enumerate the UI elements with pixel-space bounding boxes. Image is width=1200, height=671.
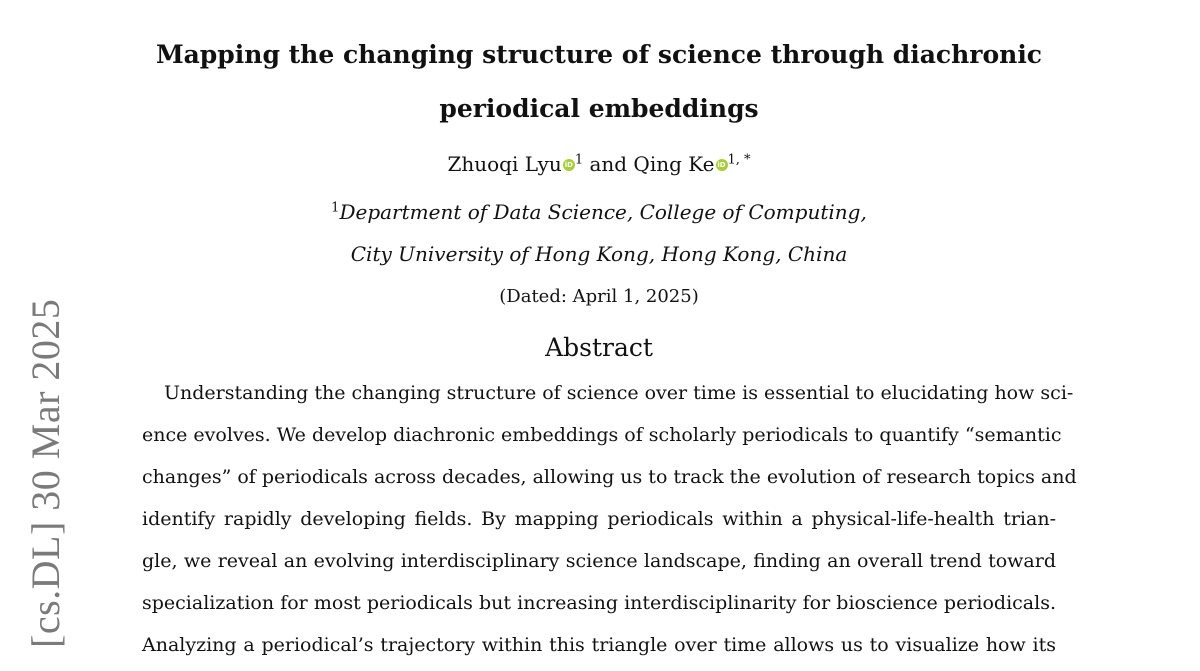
abstract-line: ence evolves. We develop diachronic embeddings of scholarly periodicals to quantify “semantic [142,424,1062,446]
abstract-line: gle, we reveal an evolving interdisciplinary science landscape, finding an overall trend toward [142,550,1056,572]
abstract-line: Analyzing a periodical’s trajectory within this triangle over time allows us to visualize how its [142,634,1056,656]
abstract-line: changes” of periodicals across decades, allowing us to track the evolution of research topics and [142,466,1077,488]
author-list [140,152,1058,176]
paper-title [140,28,1058,136]
author-affiliation-mark: 1, * [727,152,751,168]
affiliation-line-2: City University of Hong Kong, Hong Kong, China [350,242,848,266]
affiliation-text: Department of Data Science, College of Computing, [339,200,867,224]
orcid-icon[interactable]: iD [564,161,573,169]
author-conjunction: and [589,152,628,176]
abstract-body [142,377,1077,671]
paper-title-line-2: periodical embeddings [439,94,759,123]
abstract-line: identify rapidly developing fields. By mapping periodicals within a physical-life-health trian- [142,508,1056,530]
paper-title-line-1: Mapping the changing structure of science through diachronic [155,40,1043,69]
author-name: Qing Ke [633,152,715,176]
abstract-line: Understanding the changing structure of science over time is essential to elucidating how sci- [164,382,1074,404]
affiliation-mark: 1 [331,200,340,216]
author-affiliation-mark: 1 [574,152,584,168]
arxiv-side-stamp: [cs.DL] 30 Mar 2025 [23,298,68,648]
orcid-icon[interactable]: iD [717,161,726,169]
affiliation-line-1 [140,200,1058,224]
author-name: Zhuoqi Lyu [447,152,562,176]
abstract-line: specialization for most periodicals but increasing interdisciplinarity for bioscience periodicals. [142,592,1056,614]
date-line: (Dated: April 1, 2025) [499,286,699,307]
abstract-heading: Abstract [545,333,653,362]
